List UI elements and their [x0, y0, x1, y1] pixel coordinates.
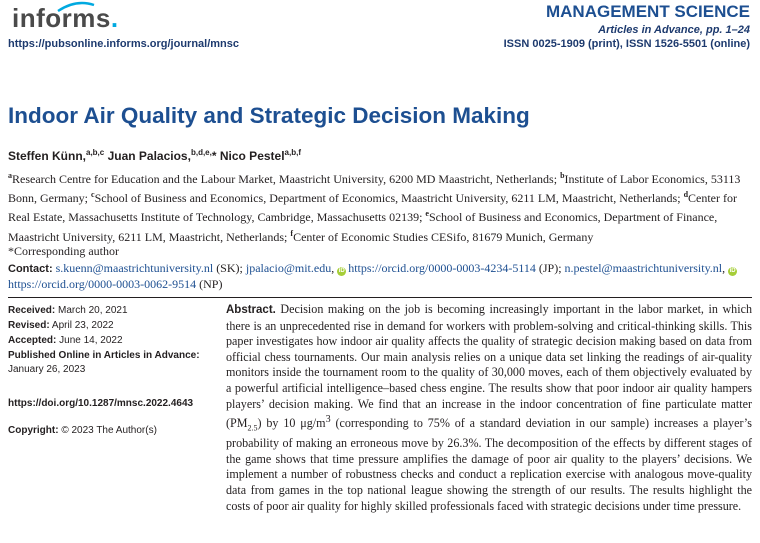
orcid-link-palacios[interactable]: https://orcid.org/0000-0003-4234-5114 — [348, 261, 536, 275]
affil-text: Center for Real Estate, Massachusetts Institute of Technology, Cambridge, Massachusetts 02139; — [8, 191, 737, 225]
accepted-date: Accepted: June 14, 2022 — [8, 335, 123, 346]
author-list — [8, 148, 301, 163]
published-date: Published Online in Articles in Advance: January 26, 2023 — [8, 350, 200, 375]
orcid-icon: iD — [338, 268, 345, 274]
contact-label: Contact: — [8, 263, 53, 275]
contact-sep: , — [331, 261, 338, 275]
affil-text: Institute of Labor Economics, 53113 Bonn, Germany; — [8, 172, 741, 206]
affil-mark: f — [290, 228, 294, 238]
affil-mark: c — [91, 190, 95, 200]
affiliations — [8, 168, 748, 245]
contact-block — [8, 261, 753, 292]
copyright-line: Copyright: © 2023 The Author(s) — [8, 425, 157, 436]
abstract-superscript: 3 — [325, 414, 331, 426]
author-name: Juan Palacios, — [104, 149, 191, 163]
affil-text: School of Business and Economics, Department of Finance, Maastricht University, 6211 LM, Maastricht, Netherlands; — [8, 210, 718, 244]
affil-mark: b — [560, 171, 565, 180]
affil-text: Research Centre for Education and the Labour Market, Maastricht University, 6200 MD Maastricht, Netherlands; — [12, 172, 561, 186]
logo-swoosh-icon — [56, 1, 96, 13]
email-link-palacios[interactable]: jpalacio@mit.edu — [245, 261, 332, 275]
contact-sep: , — [722, 261, 729, 275]
corresponding-author-note: *Corresponding author — [8, 244, 119, 258]
paper-title: Indoor Air Quality and Strategic Decision Making — [8, 103, 530, 128]
author-affil-marks: a,b,c — [86, 148, 105, 157]
articles-in-advance: Articles in Advance, pp. 1–24 — [598, 24, 750, 36]
contact-note: (JP); — [535, 261, 565, 275]
email-link-kuenn[interactable]: s.kuenn@maastrichtuniversity.nl — [55, 261, 214, 275]
received-date: Received: March 20, 2021 — [8, 305, 128, 316]
abstract-label: Abstract. — [226, 304, 276, 316]
orcid-link-pestel[interactable]: https://orcid.org/0000-0003-0062-9514 — [8, 277, 197, 292]
contact-note: (SK); — [213, 261, 246, 275]
author-name: * Nico Pestel — [211, 149, 285, 163]
abstract-subscript: 2.5 — [247, 423, 258, 433]
affil-mark: e — [425, 209, 429, 219]
abstract — [226, 302, 752, 514]
logo-wordmark: informs. — [12, 3, 119, 33]
email-link-pestel[interactable]: n.pestel@maastrichtuniversity.nl — [564, 261, 723, 275]
abstract-text: ) by 10 μg/m — [257, 416, 326, 431]
affil-text: Center of Economic Studies CESifo, 81679 Munich, Germany — [293, 229, 594, 244]
author-name: Steffen Künn, — [8, 149, 86, 163]
journal-name: MANAGEMENT SCIENCE — [545, 2, 750, 21]
affil-text: School of Business and Economics, Department of Economics, Maastricht University, 6211 LM, Maastricht, Netherlands; — [94, 191, 684, 206]
author-affil-marks: b,d,e, — [190, 148, 212, 157]
author-affil-marks: a,b,f — [284, 148, 301, 157]
abstract-text: Decision making on the job is becoming increasingly important in the labor market, in which there is an unprecedented rise in demand for workers with problem-solving and critical-thinking skills. This paper investigates how indoor air quality affects the quality of strategic decision making based on data from official chess tournaments. Our main analysis relies on a unique data set linking the readings of air-quality monitors inside the tournament room to the quality of 30,000 moves, each of them objectively evaluated by a powerful artificial intelligence–based chess engine. The results show that poor indoor air quality hampers players’ decision making. We find that an increase in the indoor concentration of fine particulate matter (PM — [226, 302, 752, 431]
affil-mark: a — [8, 171, 12, 180]
affil-mark: d — [683, 190, 689, 200]
doi-link[interactable]: https://doi.org/10.1287/mnsc.2022.4643 — [8, 398, 194, 409]
divider — [8, 297, 752, 298]
journal-url-link[interactable]: https://pubsonline.informs.org/journal/mnsc — [8, 38, 240, 50]
issn-line: ISSN 0025-1909 (print), ISSN 1526-5501 (online) — [503, 38, 750, 50]
revised-date: Revised: April 23, 2022 — [8, 320, 114, 331]
contact-note: (NP) — [196, 277, 223, 292]
orcid-icon: iD — [729, 268, 736, 274]
abstract-text: (corresponding to 75% of a standard deviation in our sample) increases a player’s probability of making an erroneous move by 26.3%. The decomposition of the effects by different stages of the game shows that time pressure amplifies the damage of poor air quality to the players’ decisions. We implement a number of robustness checks and conduct a replication exercise with analogous move-quality data from games in the top national league showing the strength of our results. The results highlight the costs of poor air quality for highly skilled professionals faced with strategic decisions under time pressure. — [226, 416, 752, 513]
informs-logo[interactable] — [12, 3, 122, 37]
